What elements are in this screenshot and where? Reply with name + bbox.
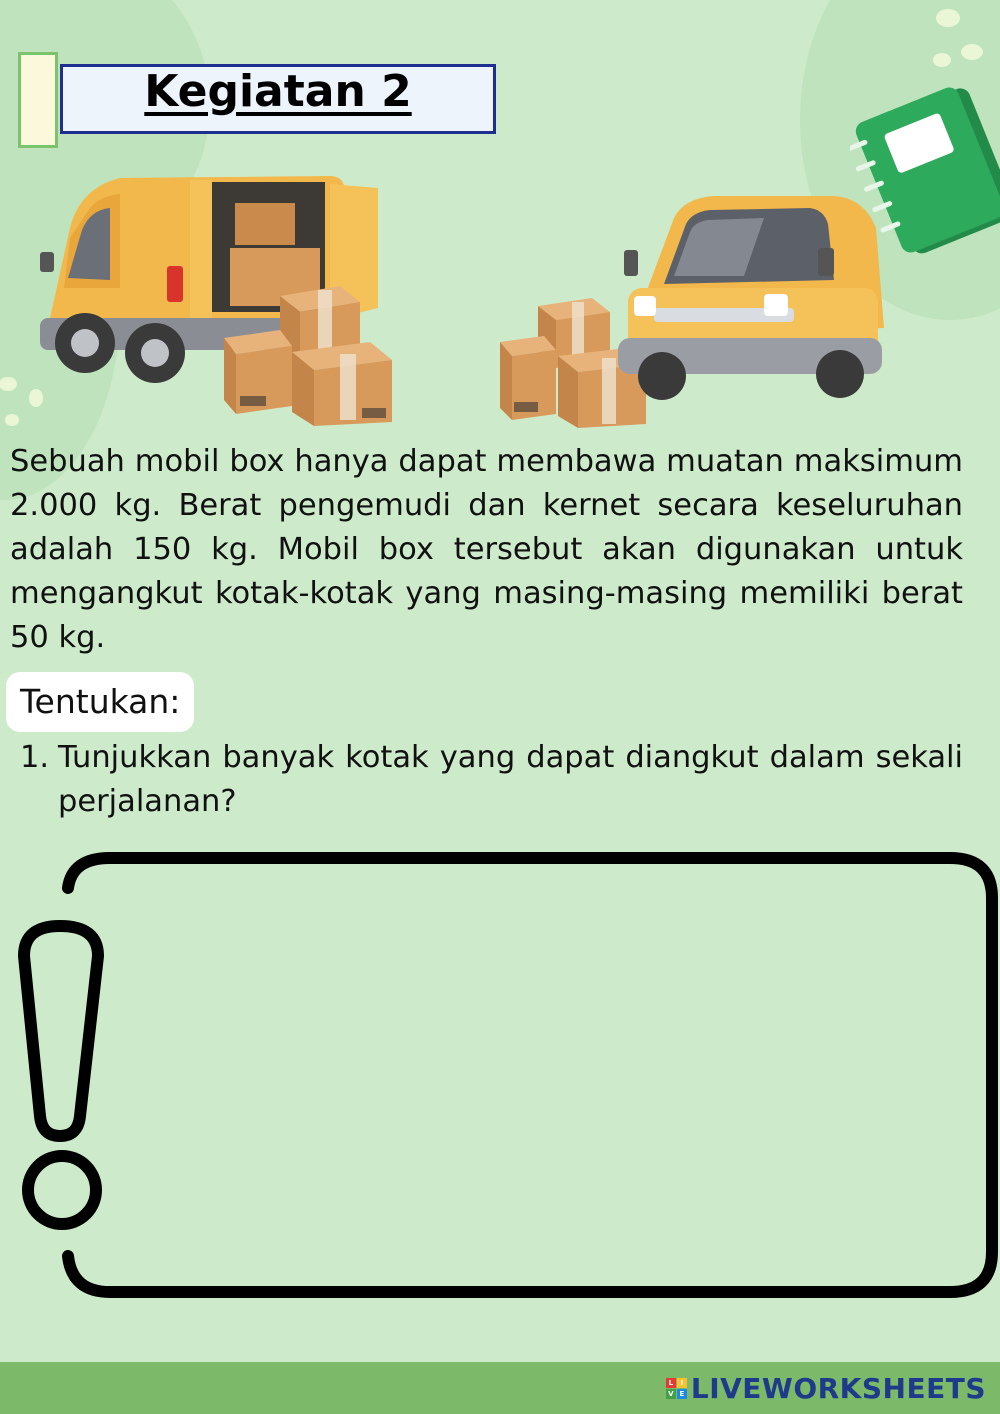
logo-mark-icon [666, 1378, 687, 1399]
logo-letter: V [666, 1389, 676, 1399]
tasks-label: Tentukan: [6, 672, 194, 732]
problem-paragraph: Sebuah mobil box hanya dapat membawa muatan maksimum 2.000 kg. Berat pengemudi dan kernet secara keseluruhan adalah 150 kg. Mobil box tersebut akan digunakan untuk mengangkut kotak-kotak yang masing-masing memiliki berat 50 kg. [10, 444, 963, 655]
exclamation-icon [24, 926, 98, 1224]
logo-letter: L [666, 1378, 676, 1388]
question-list [20, 736, 963, 824]
question-number: 1. [20, 740, 50, 775]
header-tab [18, 52, 58, 148]
van-front-icon [614, 188, 894, 408]
footer-logo [666, 1372, 986, 1405]
footer-logo-text: LIVEWORKSHEETS [690, 1372, 986, 1405]
logo-letter: I [677, 1378, 687, 1388]
cardboard-boxes-icon [220, 276, 400, 426]
question-text: Tunjukkan banyak kotak yang dapat diangkut dalam sekali perjalanan? [58, 740, 963, 819]
page-title: Kegiatan 2 [144, 66, 412, 117]
logo-letter: E [677, 1389, 687, 1399]
answer-input[interactable] [120, 880, 974, 1264]
list-item [20, 736, 963, 824]
